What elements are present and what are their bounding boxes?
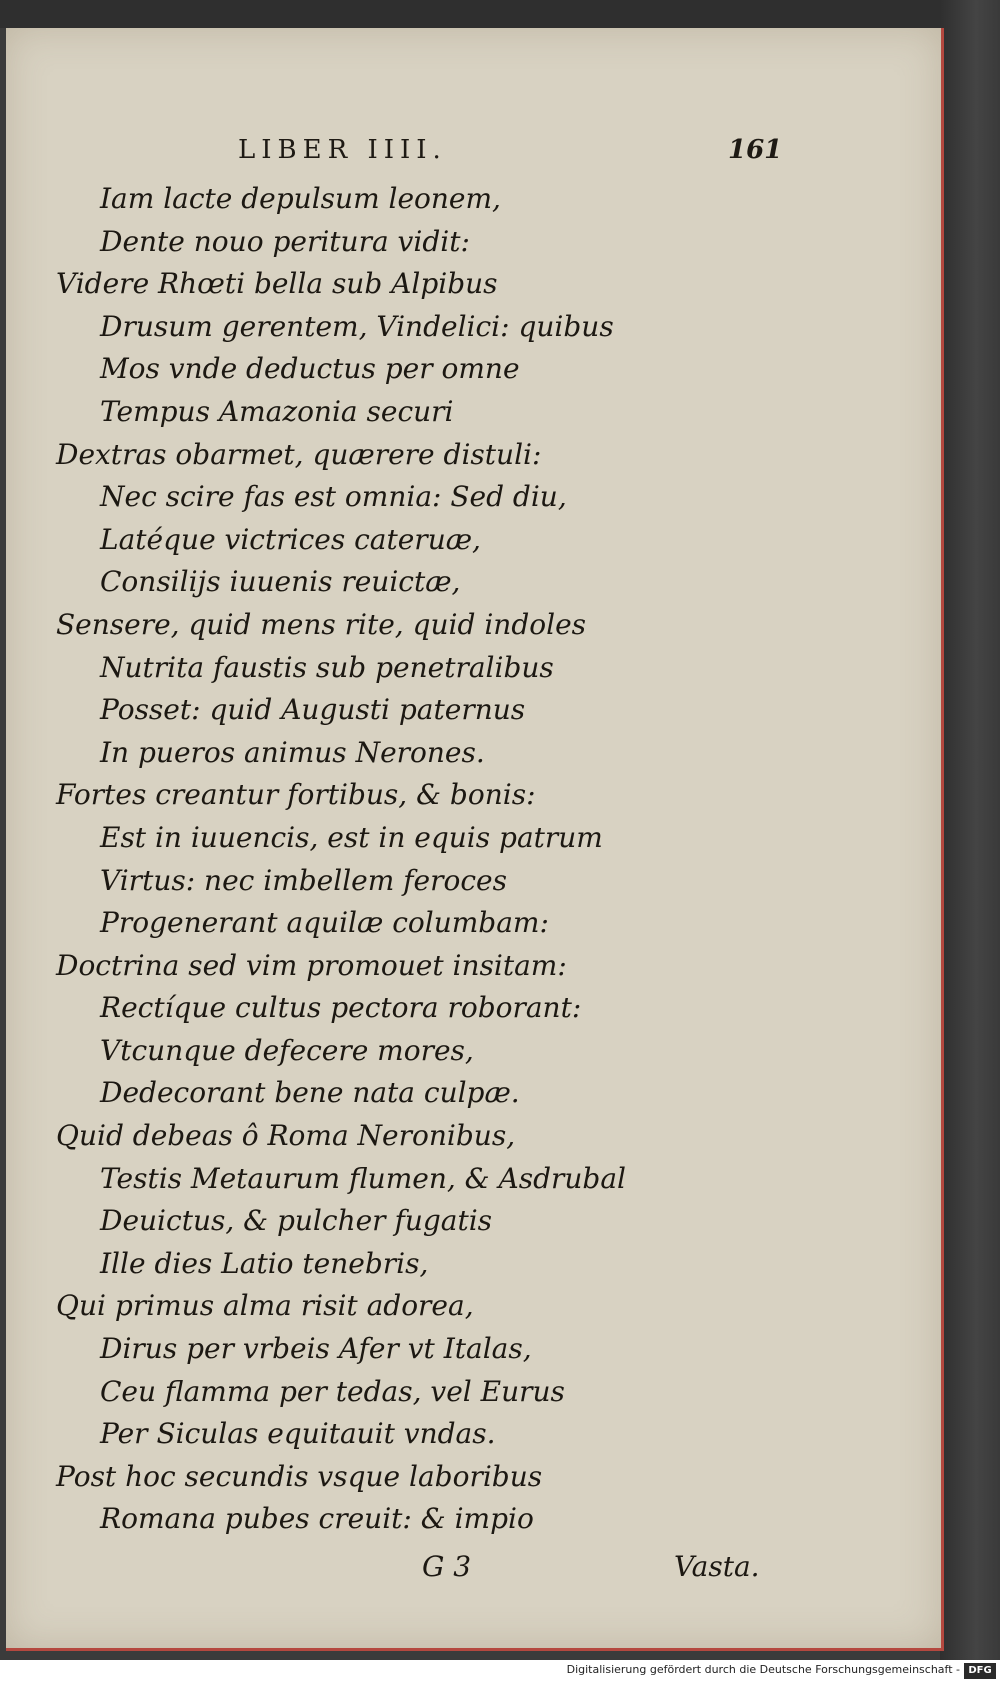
- verse-line: Sensere, quid mens rite, quid indoles: [56, 607, 587, 641]
- verse-line: Consilijs iuuenis reuictæ,: [100, 565, 461, 599]
- verse-line: Videre Rhœti bella sub Alpibus: [56, 267, 498, 301]
- verse-line: Romana pubes creuit: & impio: [100, 1502, 534, 1536]
- verse-line: Nec scire fas est omnia: Sed diu,: [100, 480, 567, 514]
- adjacent-page-edge: [940, 0, 1000, 1683]
- running-head: LIBER IIII.: [238, 135, 447, 165]
- verse-line: Drusum gerentem, Vindelici: quibus: [100, 309, 614, 343]
- verse-line: Per Siculas equitauit vndas.: [100, 1417, 496, 1451]
- verse-line: Quid debeas ô Roma Neronibus,: [56, 1119, 516, 1153]
- verse-line: Dedecorant bene nata culpæ.: [100, 1076, 520, 1110]
- page-header: [6, 135, 941, 175]
- catchword: Vasta.: [674, 1550, 760, 1583]
- book-page: [6, 28, 944, 1651]
- verse-line: Virtus: nec imbellem feroces: [100, 863, 507, 897]
- page-footer: [6, 1550, 941, 1594]
- verse-line: In pueros animus Nerones.: [100, 735, 485, 769]
- verse-text: [6, 178, 941, 1541]
- verse-line: Ille dies Latio tenebris,: [100, 1246, 429, 1280]
- verse-line: Tempus Amazonia securi: [100, 394, 454, 428]
- verse-line: Deuictus, & pulcher fugatis: [100, 1204, 493, 1238]
- verse-line: Doctrina sed vim promouet insitam:: [56, 948, 567, 982]
- verse-line: Iam lacte depulsum leonem,: [100, 182, 501, 215]
- page-number: 161: [728, 135, 783, 165]
- verse-line: Posset: quid Augusti paternus: [100, 693, 526, 727]
- digitization-credit: [0, 1660, 1000, 1683]
- verse-line: Latéque victrices cateruæ,: [100, 522, 481, 556]
- verse-line: Mos vnde deductus per omne: [100, 352, 520, 386]
- verse-line: Progenerant aquilæ columbam:: [100, 906, 549, 940]
- verse-line: Dextras obarmet, quærere distuli:: [56, 437, 542, 471]
- verse-line: Dirus per vrbeis Afer vt Italas,: [100, 1332, 532, 1366]
- verse-line: Dente nouo peritura vidit:: [100, 224, 470, 258]
- dfg-logo: DFG: [964, 1663, 996, 1679]
- verse-line: Nutrita faustis sub penetralibus: [100, 650, 554, 684]
- verse-line: Qui primus alma risit adorea,: [56, 1289, 474, 1323]
- verse-line: Testis Metaurum flumen, & Asdrubal: [100, 1161, 626, 1195]
- verse-line: Post hoc secundis vsque laboribus: [56, 1459, 543, 1493]
- verse-line: Vtcunque defecere mores,: [100, 1033, 474, 1067]
- verse-line: Fortes creantur fortibus, & bonis:: [56, 778, 536, 812]
- verse-line: Ceu flamma per tedas, vel Eurus: [100, 1374, 565, 1408]
- credit-text: Digitalisierung gefördert durch die Deutsche Forschungsgemeinschaft -: [566, 1663, 960, 1676]
- verse-line: Rectíque cultus pectora roborant:: [100, 991, 582, 1025]
- scan-top-edge: [0, 0, 1000, 28]
- signature-mark: G 3: [422, 1550, 472, 1583]
- verse-line: Est in iuuencis, est in equis patrum: [100, 820, 603, 854]
